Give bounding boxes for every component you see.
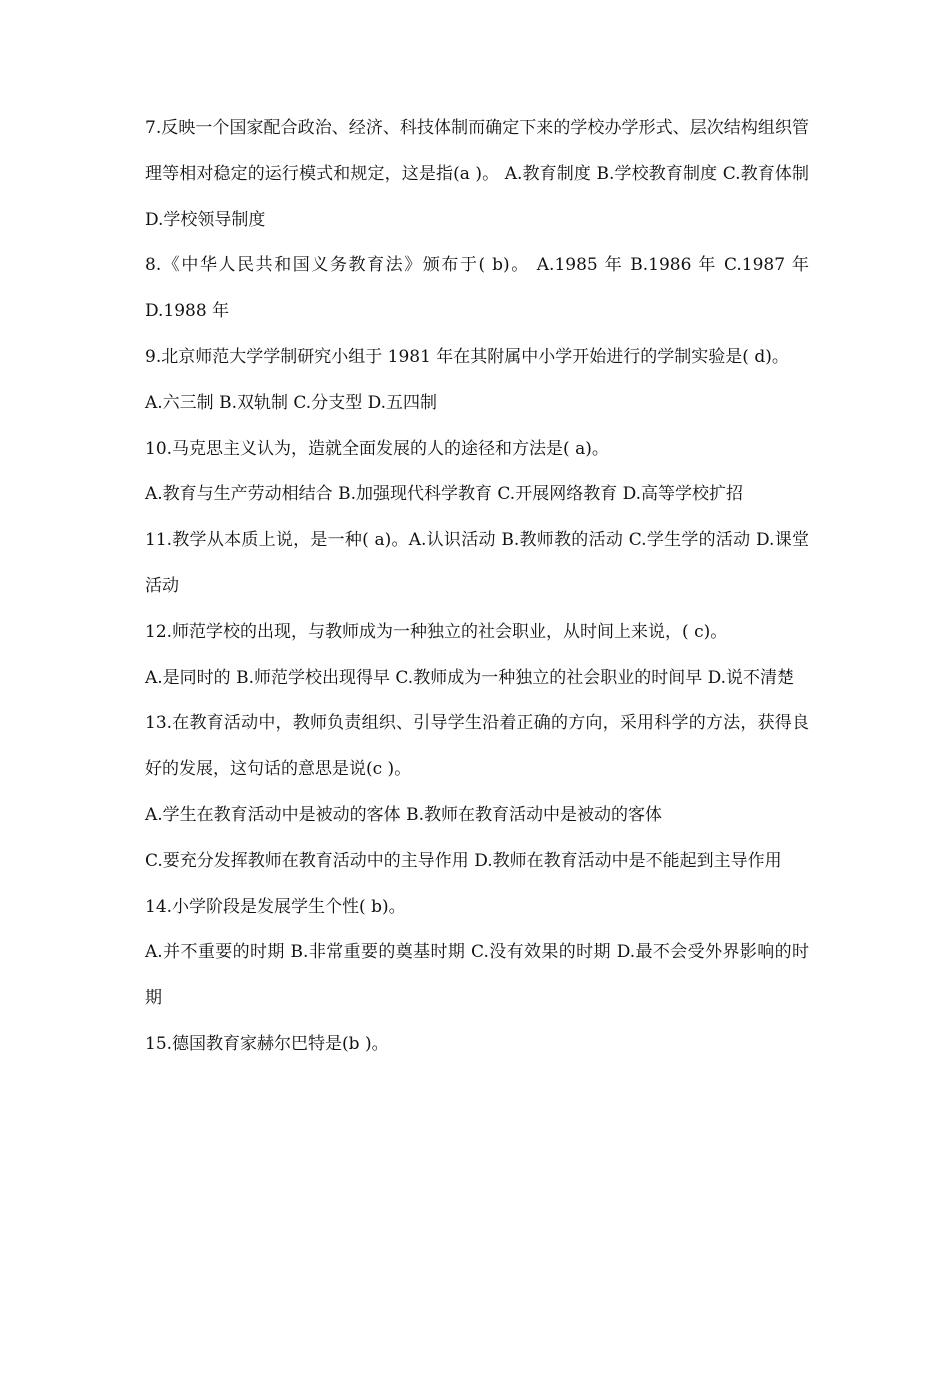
document-body — [145, 106, 809, 1068]
question-10: 10.马克思主义认为，造就全面发展的人的途径和方法是( a)。 — [145, 438, 609, 459]
question-14-options: A.并不重要的时期 B.非常重要的奠基时期 C.没有效果的时期 D.最不会受外界影响的时期 — [145, 942, 809, 1009]
question-11: 11.教学从本质上说，是一种( a)。A.认识活动 B.教师教的活动 C.学生学的活动 D.课堂活动 — [145, 530, 809, 596]
question-13: 13.在教育活动中，教师负责组织、引导学生沿着正确的方向，采用科学的方法，获得良好的发展，这句话的意思是说(c )。 — [145, 713, 809, 780]
question-13-options-cd: C.要充分发挥教师在教育活动中的主导作用 D.教师在教育活动中是不能起到主导作用 — [145, 850, 782, 871]
question-15: 15.德国教育家赫尔巴特是(b )。 — [145, 1033, 389, 1054]
question-12-options: A.是同时的 B.师范学校出现得早 C.教师成为一种独立的社会职业的时间早 D.说不清楚 — [145, 667, 795, 688]
question-8: 8.《中华人民共和国义务教育法》颁布于( b)。 A.1985 年 B.1986 年 C.1987 年 D.1988 年 — [145, 255, 809, 322]
question-14: 14.小学阶段是发展学生个性( b)。 — [145, 896, 406, 917]
question-13-options-ab: A.学生在教育活动中是被动的客体 B.教师在教育活动中是被动的客体 — [145, 804, 662, 825]
question-9: 9.北京师范大学学制研究小组于 1981 年在其附属中小学开始进行的学制实验是( d)。 — [145, 346, 789, 367]
question-7: 7.反映一个国家配合政治、经济、科技体制而确定下来的学校办学形式、层次结构组织管理等相对稳定的运行模式和规定，这是指(a )。 A.教育制度 B.学校教育制度 C.教育体制 D.学校领导制度 — [145, 118, 809, 230]
question-10-options: A.教育与生产劳动相结合 B.加强现代科学教育 C.开展网络教育 D.高等学校扩招 — [145, 484, 744, 505]
question-12: 12.师范学校的出现，与教师成为一种独立的社会职业，从时间上来说，( c)。 — [145, 621, 728, 642]
question-9-options: A.六三制 B.双轨制 C.分支型 D.五四制 — [145, 392, 438, 413]
